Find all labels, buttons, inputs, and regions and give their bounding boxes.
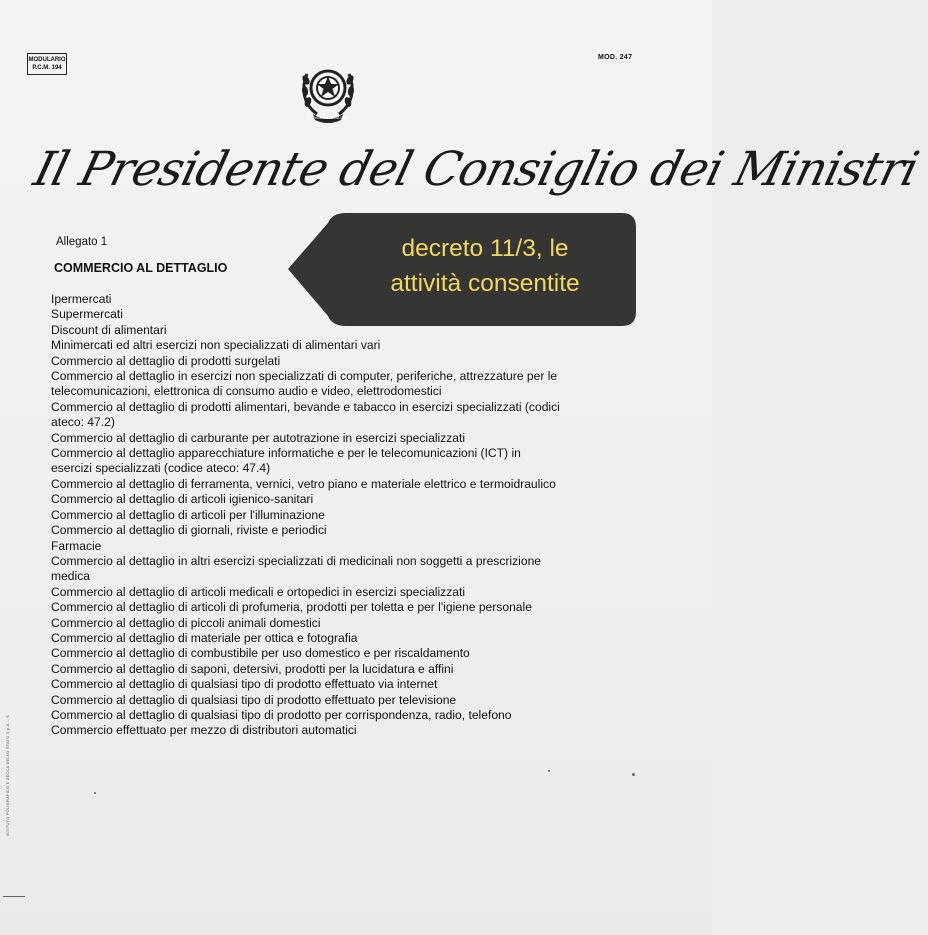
list-item: Farmacie bbox=[51, 538, 102, 553]
page-title: Il Presidente del Consiglio dei Ministri bbox=[28, 142, 924, 197]
list-item: Commercio al dettaglio di articoli igienico-sanitari bbox=[51, 492, 314, 507]
list-item: Commercio al dettaglio in altri esercizi specializzati di medicinali non soggetti a prescrizione bbox=[51, 553, 542, 568]
list-item: Commercio al dettaglio di carburante per autotrazione in esercizi specializzati bbox=[51, 430, 466, 445]
list-item: Commercio al dettaglio di qualsiasi tipo di prodotto effettuato via internet bbox=[51, 677, 438, 692]
list-item: Supermercati bbox=[51, 307, 123, 322]
scan-speck bbox=[94, 792, 96, 794]
list-item: telecomunicazioni, elettronica di consumo audio e video, elettrodomestici bbox=[51, 384, 442, 399]
scan-speck bbox=[3, 896, 25, 897]
list-item: Discount di alimentari bbox=[51, 322, 167, 337]
list-item: Commercio al dettaglio di articoli medicali e ortopedici in esercizi specializzati bbox=[51, 584, 466, 599]
section-title: COMMERCIO AL DETTAGLIO bbox=[54, 261, 228, 275]
list-item: Commercio al dettaglio di qualsiasi tipo di prodotto effettuato per televisione bbox=[51, 692, 457, 707]
svg-text:REPVBBLICA ITALIANA: REPVBBLICA ITALIANA bbox=[306, 115, 350, 120]
modulario-label: MODULARIO bbox=[28, 57, 66, 63]
annotation-callout bbox=[288, 213, 636, 326]
allegato-label: Allegato 1 bbox=[56, 236, 108, 248]
list-item: Commercio al dettaglio apparecchiature informatiche e per le telecomunicazioni (ICT) in bbox=[51, 446, 521, 461]
callout-text bbox=[340, 231, 630, 301]
list-item: Commercio al dettaglio in esercizi non specializzati di computer, periferiche, attrezzature per le bbox=[51, 369, 558, 384]
activity-list bbox=[51, 292, 636, 739]
modulario-box bbox=[27, 53, 67, 75]
list-item: Commercio al dettaglio di articoli per l'illuminazione bbox=[51, 507, 325, 522]
scan-speck bbox=[632, 773, 635, 776]
list-item: Commercio al dettaglio di giornali, riviste e periodici bbox=[51, 523, 327, 538]
list-item: Commercio al dettaglio di ferramenta, vernici, vetro piano e materiale elettrico e termoidraulico bbox=[51, 476, 556, 491]
list-item: Commercio al dettaglio di qualsiasi tipo di prodotto per corrispondenza, radio, telefono bbox=[51, 707, 512, 722]
scan-speck bbox=[548, 770, 550, 772]
list-item: Commercio effettuato per mezzo di distributori automatici bbox=[51, 723, 357, 738]
list-item: Commercio al dettaglio di prodotti surgelati bbox=[51, 353, 281, 368]
list-item: Commercio al dettaglio di saponi, detersivi, prodotti per la lucidatura e affini bbox=[51, 661, 454, 676]
printer-margin-note: ISTITUTO POLIGRAFICO E ZECCA DELLO STATO S.p.A. - S bbox=[5, 715, 10, 837]
callout-line: decreto 11/3, le bbox=[401, 235, 569, 262]
callout-line: attività consentite bbox=[390, 270, 580, 297]
list-item: Ipermercati bbox=[51, 292, 112, 306]
list-item: Commercio al dettaglio di piccoli animali domestici bbox=[51, 615, 321, 630]
list-item: Commercio al dettaglio di materiale per ottica e fotografia bbox=[51, 630, 358, 645]
list-item: Minimercati ed altri esercizi non specializzati di alimentari vari bbox=[51, 338, 381, 353]
list-item: ateco: 47.2) bbox=[51, 415, 115, 430]
list-item: Commercio al dettaglio di prodotti alimentari, bevande e tabacco in esercizi specializzati (codici bbox=[51, 399, 560, 414]
list-item: medica bbox=[51, 569, 90, 584]
list-item: esercizi specializzati (codice ateco: 47.4) bbox=[51, 461, 271, 476]
list-item: Commercio al dettaglio di articoli di profumeria, prodotti per toletta e per l'igiene personale bbox=[51, 600, 532, 615]
mod-code: MOD. 247 bbox=[598, 54, 633, 61]
modulario-code: P.C.M. 194 bbox=[32, 65, 62, 71]
italian-emblem-icon bbox=[297, 54, 359, 124]
list-item: Commercio al dettaglio di combustibile per uso domestico e per riscaldamento bbox=[51, 646, 470, 661]
